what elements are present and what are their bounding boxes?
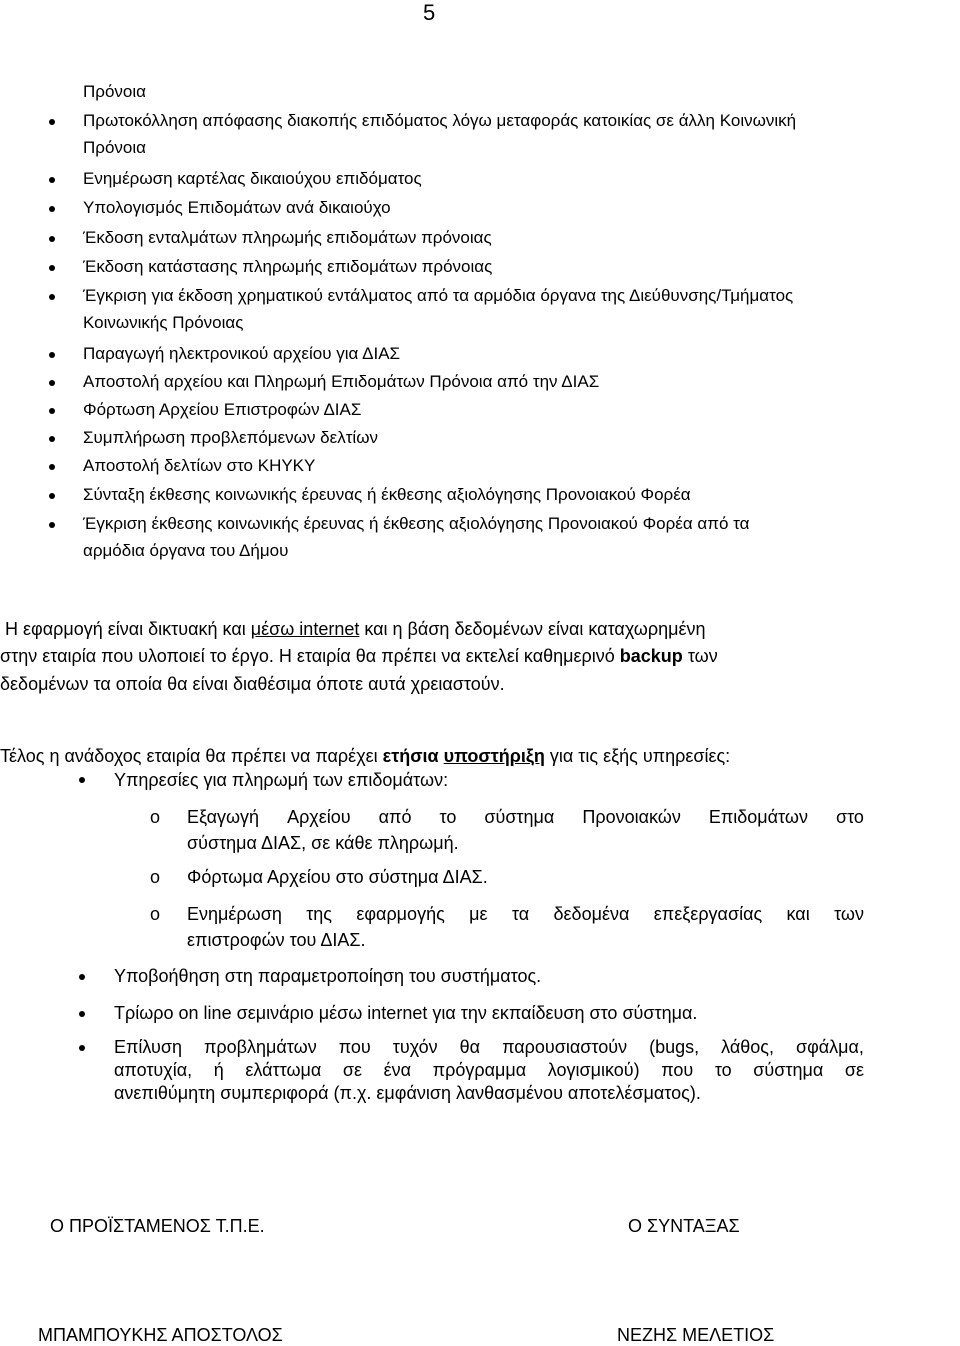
- item4-word: πρόγραμμα: [432, 1060, 527, 1080]
- list-heading: Πρόνοια: [83, 82, 146, 101]
- bullet-icon: [49, 119, 55, 125]
- para2-line: [0, 745, 730, 767]
- item4-word: λάθος,: [721, 1037, 774, 1057]
- list-item: Έγκριση έκθεσης κοινωνικής έρευνας ή έκθεσης αξιολόγησης Προνοιακού Φορέα από τα: [83, 514, 750, 533]
- list-item: Πρόνοια: [83, 138, 146, 157]
- sub3-word: δεδομένα: [553, 904, 630, 924]
- item4-word: ένα: [383, 1060, 412, 1080]
- sub2: Φόρτωμα Αρχείου στο σύστημα ΔΙΑΣ.: [187, 867, 488, 887]
- item4-word: ή: [213, 1060, 224, 1080]
- bullet-icon: [79, 974, 85, 980]
- sub1-word: το: [439, 807, 457, 827]
- para1-line1: [5, 618, 706, 640]
- sub1-word: Επιδομάτων: [708, 807, 808, 827]
- signature-left-title: Ο ΠΡΟΪΣΤΑΜΕΝΟΣ Τ.Π.Ε.: [50, 1216, 265, 1236]
- item4-word: ελάττωμα: [245, 1060, 322, 1080]
- sub3-word: επεξεργασίας: [653, 904, 763, 924]
- bullet-icon: [49, 265, 55, 271]
- para1-text: των: [682, 646, 718, 666]
- list-item: Αποστολή αρχείου και Πληρωμή Επιδομάτων Πρόνοια από την ΔΙΑΣ: [83, 372, 600, 391]
- signature-left-name: ΜΠΑΜΠΟΥΚΗΣ ΑΠΟΣΤΟΛΟΣ: [38, 1325, 283, 1345]
- services-item4-line3: ανεπιθύμητη συμπεριφορά (π.χ. εμφάνιση λανθασμένου αποτελέσματος).: [114, 1083, 701, 1103]
- sub3-word: Ενημέρωση: [187, 904, 282, 924]
- sub3-word: με: [469, 904, 488, 924]
- item4-word: προβλημάτων: [203, 1037, 317, 1057]
- item4-word: θα: [459, 1037, 481, 1057]
- bullet-icon: [79, 1045, 85, 1051]
- sub3-word: και: [786, 904, 810, 924]
- para2-bold-underlined: υποστήριξη: [443, 746, 545, 766]
- item4-word: σε: [844, 1060, 864, 1080]
- sub3-word: εφαρμογής: [356, 904, 445, 924]
- sub3-word: της: [306, 904, 332, 924]
- list-item: Φόρτωση Αρχείου Επιστροφών ΔΙΑΣ: [83, 400, 362, 419]
- sub-marker: o: [150, 867, 161, 887]
- item4-word: τυχόν: [392, 1037, 438, 1057]
- sub3-line2: επιστροφών του ΔΙΑΣ.: [187, 930, 366, 950]
- services-item4-line1: [114, 1036, 864, 1058]
- sub3-word: τα: [511, 904, 530, 924]
- list-item: Αποστολή δελτίων στο ΚΗΥΚΥ: [83, 456, 316, 475]
- signature-right-name: ΝΕΖΗΣ ΜΕΛΕΤΙΟΣ: [617, 1325, 775, 1345]
- sub-marker: o: [150, 904, 161, 924]
- sub1-word: Εξαγωγή: [187, 807, 260, 827]
- sub1-line1: [187, 806, 864, 828]
- para1-text: στην εταιρία που υλοποιεί το έργο. Η εταιρία θα πρέπει να εκτελεί καθημερινό: [0, 646, 620, 666]
- bullet-icon: [49, 380, 55, 386]
- bullet-icon: [49, 294, 55, 300]
- item4-word: σε: [342, 1060, 363, 1080]
- bullet-icon: [49, 177, 55, 183]
- bullet-icon: [49, 464, 55, 470]
- sub1-word: Αρχείου: [287, 807, 351, 827]
- list-item: Έκδοση ενταλμάτων πληρωμής επιδομάτων πρόνοιας: [83, 228, 492, 247]
- bullet-icon: [49, 352, 55, 358]
- page-number: 5: [423, 0, 436, 25]
- bullet-icon: [79, 1011, 85, 1017]
- bullet-icon: [49, 236, 55, 242]
- bullet-icon: [49, 206, 55, 212]
- para1-text: Η εφαρμογή είναι δικτυακή και: [5, 619, 251, 639]
- services-item4-line2: [114, 1059, 864, 1081]
- item4-word: που: [661, 1060, 694, 1080]
- bullet-icon: [49, 436, 55, 442]
- signature-right-title: Ο ΣΥΝΤΑΞΑΣ: [628, 1216, 740, 1236]
- item4-word: λογισμικού): [547, 1060, 640, 1080]
- list-item: Πρωτοκόλληση απόφασης διακοπής επιδόματος λόγω μεταφοράς κατοικίας σε άλλη Κοινωνική: [83, 111, 797, 130]
- item4-word: που: [338, 1037, 371, 1057]
- para1-underlined: μέσω internet: [250, 619, 360, 639]
- para1-line2: [0, 645, 718, 667]
- sub3-word: των: [834, 904, 864, 924]
- list-item: Παραγωγή ηλεκτρονικού αρχείου για ΔΙΑΣ: [83, 344, 401, 363]
- list-item: Κοινωνικής Πρόνοιας: [83, 313, 244, 332]
- sub3-line1: [187, 903, 864, 925]
- list-item: αρμόδια όργανα του Δήμου: [83, 541, 289, 560]
- item4-word: το: [714, 1060, 732, 1080]
- bullet-icon: [49, 522, 55, 528]
- sub1-word: Προνοιακών: [582, 807, 681, 827]
- services-item2: Υποβοήθηση στη παραμετροποίηση του συστήματος.: [114, 966, 542, 986]
- item4-word: σύστημα: [753, 1060, 824, 1080]
- sub1-word: από: [378, 807, 412, 827]
- sub1-word: στο: [835, 807, 864, 827]
- sub1-line2: σύστημα ΔΙΑΣ, σε κάθε πληρωμή.: [187, 833, 459, 853]
- item4-word: (bugs,: [649, 1037, 700, 1057]
- list-item: Ενημέρωση καρτέλας δικαιούχου επιδόματος: [83, 169, 422, 188]
- para2-bold: ετήσια: [382, 746, 444, 766]
- para2-text: Τέλος η ανάδοχος εταιρία θα πρέπει να παρέχει: [0, 746, 383, 766]
- services-item3: Τρίωρο on line σεμινάριο μέσω internet για την εκπαίδευση στο σύστημα.: [114, 1003, 698, 1023]
- services-payment-title: Υπηρεσίες για πληρωμή των επιδομάτων:: [114, 770, 449, 790]
- para1-text: και η βάση δεδομένων είναι καταχωρημένη: [359, 619, 706, 639]
- sub-marker: o: [150, 807, 161, 827]
- item4-word: αποτυχία,: [114, 1060, 193, 1080]
- item4-word: παρουσιαστούν: [502, 1037, 628, 1057]
- para1-bold: backup: [619, 646, 683, 666]
- list-item: Υπολογισμός Επιδομάτων ανά δικαιούχο: [83, 198, 391, 217]
- sub1-word: σύστημα: [484, 807, 555, 827]
- item4-word: σφάλμα,: [795, 1037, 864, 1057]
- list-item: Έγκριση για έκδοση χρηματικού εντάλματος από τα αρμόδια όργανα της Διεύθυνσης/Τμήματος: [83, 286, 794, 305]
- list-item: Έκδοση κατάστασης πληρωμής επιδομάτων πρόνοιας: [83, 257, 493, 276]
- para2-text: για τις εξής υπηρεσίες:: [544, 746, 731, 766]
- bullet-icon: [79, 777, 85, 783]
- bullet-icon: [49, 493, 55, 499]
- bullet-icon: [49, 408, 55, 414]
- para1-line3: δεδομένων τα οποία θα είναι διαθέσιμα όποτε αυτά χρειαστούν.: [0, 674, 505, 694]
- item4-word: Επίλυση: [114, 1037, 182, 1057]
- list-item: Σύνταξη έκθεσης κοινωνικής έρευνας ή έκθεσης αξιολόγησης Προνοιακού Φορέα: [83, 485, 691, 504]
- list-item: Συμπλήρωση προβλεπόμενων δελτίων: [83, 428, 378, 447]
